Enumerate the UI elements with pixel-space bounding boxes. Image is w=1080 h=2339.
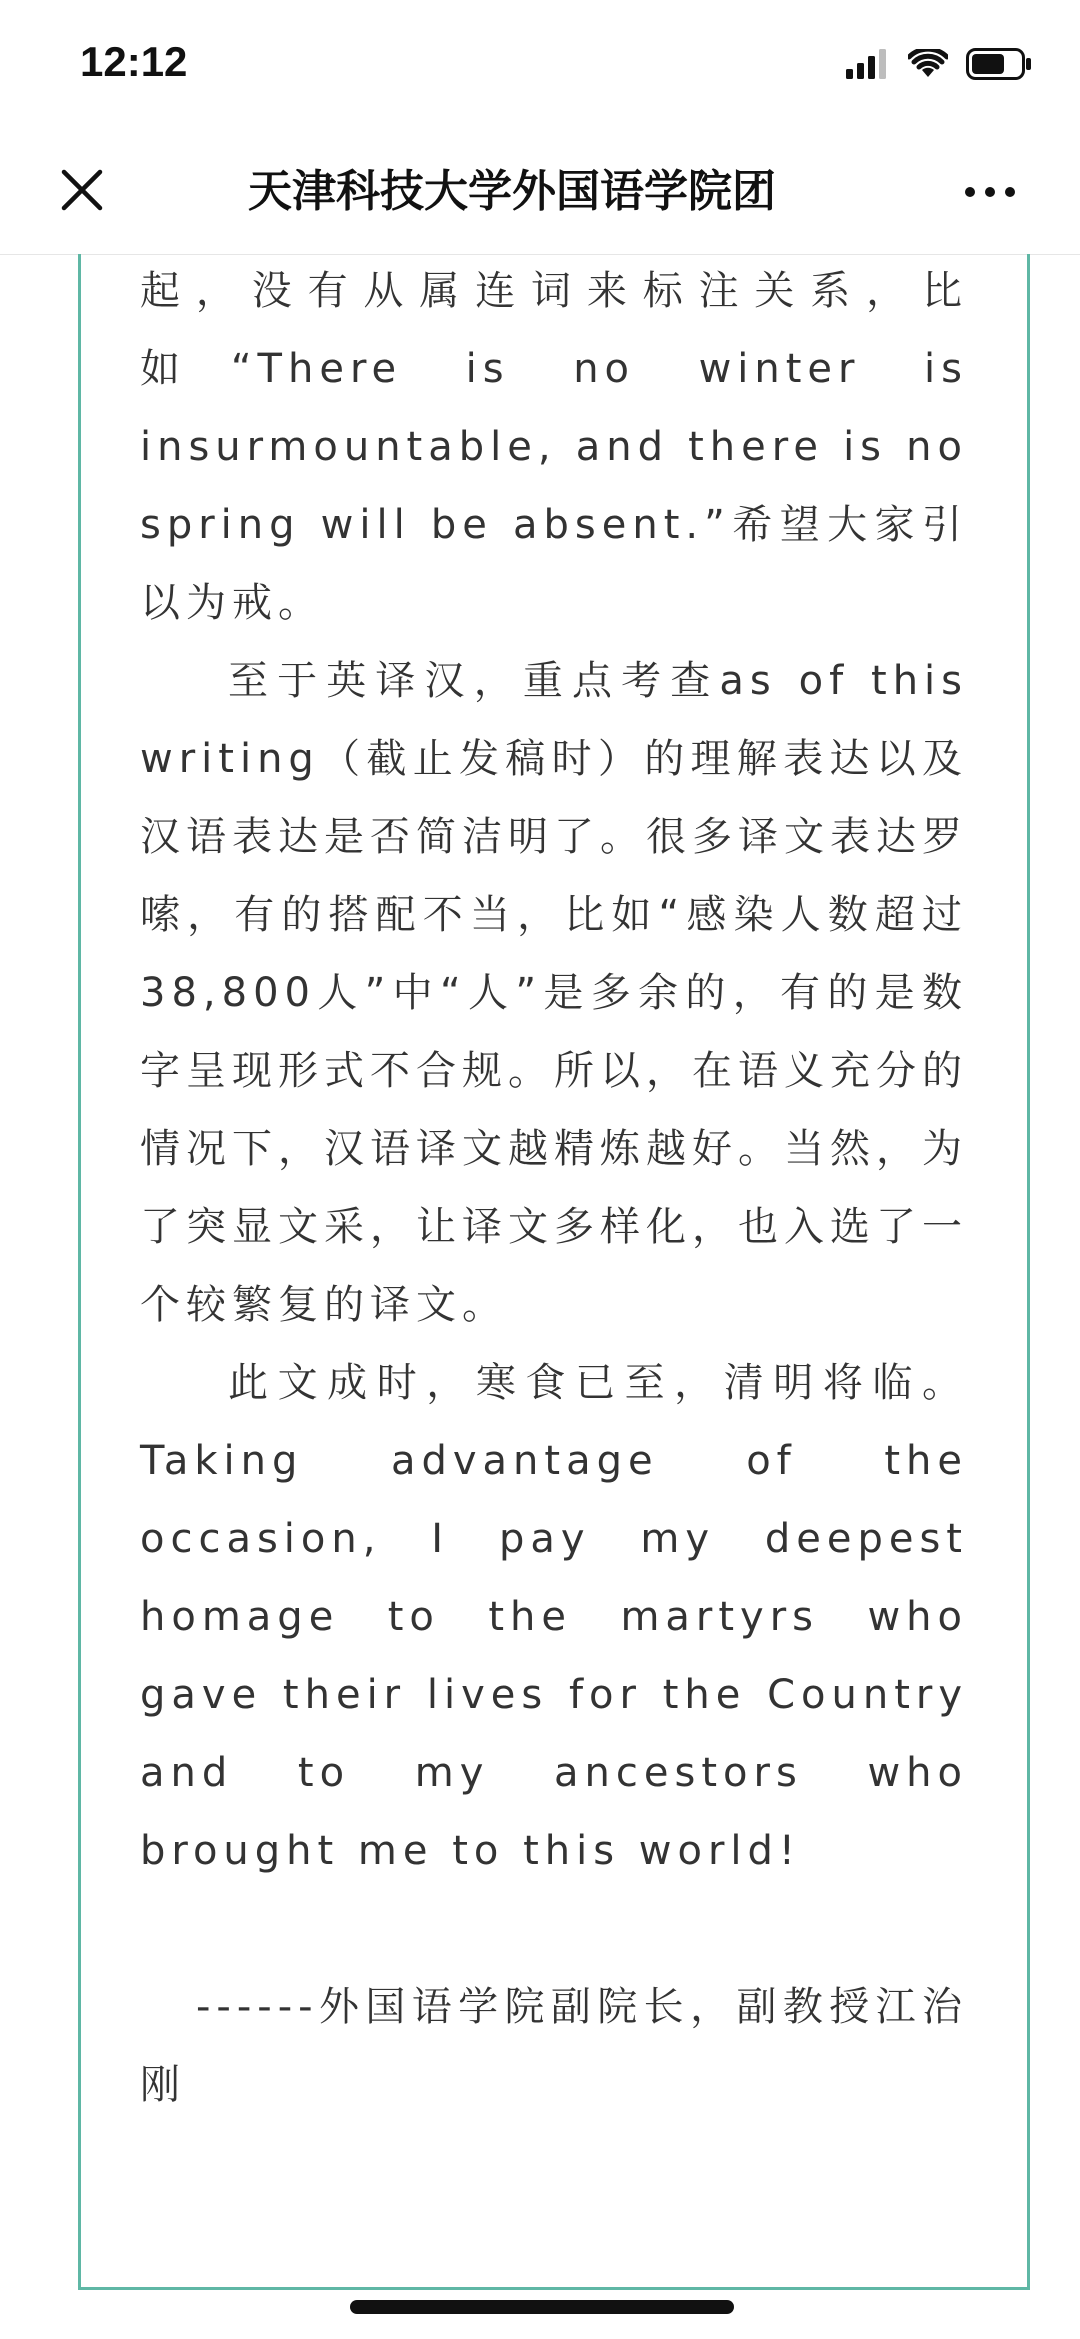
more-button[interactable] — [950, 160, 1030, 224]
more-dots-icon — [965, 187, 975, 197]
status-icons — [846, 48, 1032, 84]
home-indicator[interactable] — [350, 2300, 734, 2314]
page-title: 天津科技大学外国语学院团 — [248, 166, 776, 217]
close-button[interactable] — [50, 160, 114, 224]
wifi-icon — [908, 49, 948, 83]
status-bar — [0, 0, 1080, 130]
article-body — [140, 252, 968, 2124]
status-time: 12:12 — [80, 38, 188, 85]
article-paragraph: 此文成时，寒食已至，清明将临。Taking advantage of the occasion, I pay my deepest homage to the martyrs who gave their lives for the Country and to my ancestors who brought me to this world! — [140, 1360, 968, 1874]
article-signature: ------外国语学院副院长，副教授江治刚 — [140, 1984, 968, 2108]
battery-icon — [966, 48, 1032, 84]
nav-bar — [0, 130, 1080, 255]
article-paragraph: 至于英译汉，重点考查as of this writing（截止发稿时）的理解表达以及汉语表达是否简洁明了。很多译文表达罗嗦，有的搭配不当，比如“感染人数超过38,800人”中“人”是多余的，有的是数字呈现形式不合规。所以，在语义充分的情况下，汉语译文越精炼越好。当然，为了突显文采，让译文多样化，也入选了一个较繁复的译文。 — [140, 658, 968, 1328]
article-paragraph: 起，没有从属连词来标注关系，比如“There is no winter is insurmountable, and there is no spring will be absent.”希望大家引以为戒。 — [140, 268, 968, 626]
cellular-signal-icon — [846, 49, 890, 83]
close-icon — [60, 168, 104, 216]
